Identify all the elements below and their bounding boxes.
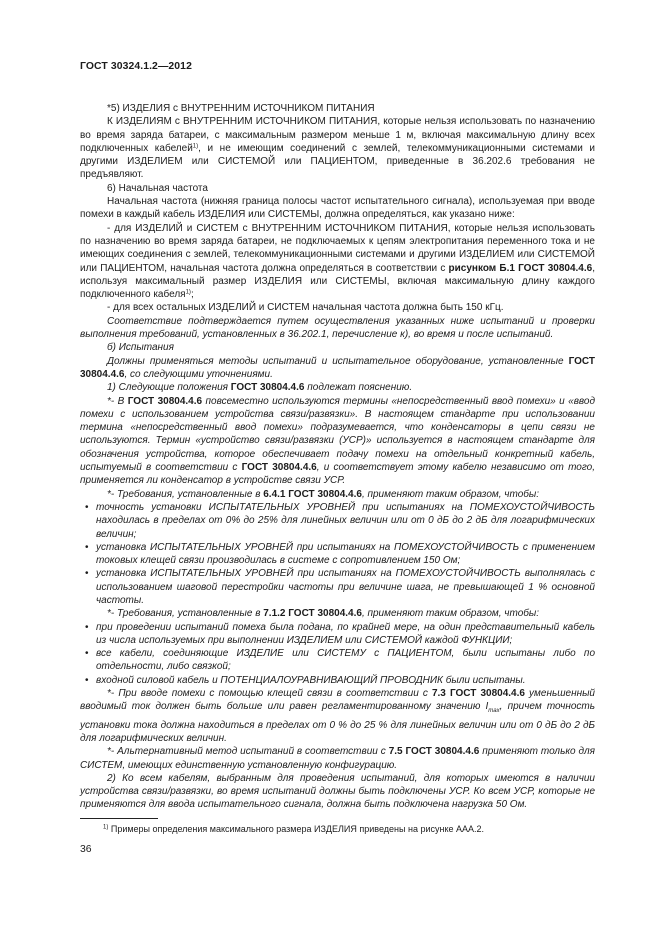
bullet: • — [85, 501, 89, 513]
list-item: • точность установки ИСПЫТАТЕЛЬНЫХ УРОВНЕЙ при испытаниях на ПОМЕХОУСТОЙЧИВОСТЬ находилась в пределах от 0% до 25% для линейных величин или от 0 дБ до 2 дБ для логарифмических величин; — [85, 501, 595, 540]
footnote-mark: 1) — [103, 824, 109, 831]
section-title-tests: б) Испытания — [107, 342, 174, 354]
section-title-start-frequency: 6) Начальная частота — [107, 182, 208, 194]
paragraph-terms: *- В ГОСТ 30804.4.6 повсеместно используются термины «непосредственный ввод помехи» и «ввод помехи с использованием устройства связи/развязки». В настоящем стандарте при использовании термина «непосредственный ввод помехи» подразумевается, что конденсаторы в цепи связи не используются. Термин «устройство связи/развязки (УСР)» используется в настоящем стандарте для обозначения устройства, которое обеспечивает подачу помехи на отдельный конкретный кабель, испытуемый в соответствии с ГОСТ 30804.4.6, и соответствует этому кабелю независимо от того, применяется ли конденсатор в устройстве связи УСР. — [80, 395, 596, 487]
paragraph-clamp-injection: *- При вводе помехи с помощью клещей связи в соответствии с 7.3 ГОСТ 30804.4.6 уменьшенный вводимый ток должен быть больше или равен регламентированному значению $I_{max}$, причем точность установки тока должна находиться в пределах от 0 % до 25 % для линейных величин или от 0 дБ до 2 дБ для логарифмических величин. — [80, 688, 595, 744]
ref-figure-b1: рисунком Б.1 ГОСТ 30804.4.6 — [448, 262, 593, 274]
bullet: • — [85, 674, 89, 686]
list-item: • входной силовой кабель и ПОТЕНЦИАЛОУРАВНИВАЮЩИЙ ПРОВОДНИК были испытаны. — [85, 674, 526, 686]
paragraph-test-methods: Должны применяться методы испытаний и испытательное оборудование, установленные ГОСТ 30804.4.6, со следующими уточнениями. — [80, 355, 595, 380]
ref-clause-712: 7.1.2 ГОСТ 30804.4.6 — [263, 608, 362, 620]
paragraph-req-712: *- Требования, установленные в 7.1.2 ГОСТ 30804.4.6, применяют таким образом, чтобы: — [107, 608, 540, 620]
ref-clause-73: 7.3 ГОСТ 30804.4.6 — [431, 688, 525, 700]
paragraph-clarifications: 1) Следующие положения ГОСТ 30804.4.6 подлежат пояснению. — [107, 382, 413, 394]
paragraph-req-641: *- Требования, установленные в 6.4.1 ГОСТ 30804.4.6, применяют таким образом, чтобы: — [107, 488, 540, 500]
list-item: • установка ИСПЫТАТЕЛЬНЫХ УРОВНЕЙ при испытаниях на ПОМЕХОУСТОЙЧИВОСТЬ с применением токовых клещей связи производилась в системе с сопротивлением 150 Ом; — [85, 541, 595, 567]
footnote-separator — [80, 818, 158, 819]
ref-standard: ГОСТ 30804.4.6 — [241, 462, 317, 474]
footnote — [103, 823, 598, 835]
section-title-internal-power: *5) ИЗДЕЛИЯ с ВНУТРЕННИМ ИСТОЧНИКОМ ПИТАНИЯ — [107, 103, 375, 114]
paragraph-cdn-load: 2) Ко всем кабелям, выбранным для проведения испытаний, для которых имеются в наличии устройства связи/развязки, во время испытаний должны быть подключены УСР. Ко всем УСР, которые не применяются для ввода испытательного сигнала, должна быть подключена нагрузка 50 Ом. — [80, 772, 595, 811]
document-body — [80, 102, 595, 812]
ref-standard: ГОСТ 30804.4.6 — [230, 382, 305, 394]
list-item: • установка ИСПЫТАТЕЛЬНЫХ УРОВНЕЙ при испытаниях на ПОМЕХОУСТОЙЧИВОСТЬ выполнялась с использованием шаговой перестройки частоты при величине шага, не превышающей 1 % основной частоты. — [85, 568, 595, 606]
paragraph-internal-power: К ИЗДЕЛИЯМ с ВНУТРЕННИМ ИСТОЧНИКОМ ПИТАНИЯ, которые нельзя использовать по назначению во время заряда батареи, с максимальным размером меньше 1 м, включая максимальную длину всех подключенных кабелей$^{1)}$, и не имеющим соединений с землей, телекоммуникационными системами и другими ИЗДЕЛИЕМ или СИСТЕМОЙ или ПАЦИЕНТОМ, приведенные в 36.202.6 требования не предъявляют. — [80, 116, 595, 181]
footnote-reference: 1) — [192, 143, 199, 150]
paragraph-alternative-method: *- Альтернативный метод испытаний в соответствии с 7.5 ГОСТ 30804.4.6 применяют только для СИСТЕМ, имеющих единственную установленную конфигурацию. — [80, 746, 596, 771]
page-number: 36 — [80, 844, 92, 855]
ref-standard: ГОСТ 30804.4.6 — [80, 355, 595, 380]
footnote-text: Примеры определения максимального размера ИЗДЕЛИЯ приведены на рисунке AAA.2. — [110, 824, 485, 834]
ref-clause-75: 7.5 ГОСТ 30804.4.6 — [388, 746, 480, 758]
paragraph-start-frequency: Начальная частота (нижняя граница полосы частот испытательного сигнала), используемая при вводе помехи в каждый кабель ИЗДЕЛИЯ или СИСТЕМЫ, должна определяться, как указано ниже: — [80, 196, 595, 221]
paragraph-other-devices: - для всех остальных ИЗДЕЛИЙ и СИСТЕМ начальная частота должна быть 150 кГц. — [107, 302, 504, 314]
ref-standard: ГОСТ 30804.4.6 — [127, 395, 203, 407]
list-req-641 — [80, 501, 595, 607]
list-item: • все кабели, соединяющие ИЗДЕЛИЕ или СИСТЕМУ с ПАЦИЕНТОМ, были испытаны либо по отдельности, либо связкой; — [85, 648, 595, 673]
paragraph-compliance: Соответствие подтверждается путем осуществления указанных ниже испытаний и проверки выполнения требований, установленных в 36.202.1, перечисление к), во время и после испытаний. — [80, 315, 595, 341]
bullet: • — [85, 648, 89, 660]
bullet: • — [85, 621, 89, 633]
list-req-712 — [80, 621, 595, 687]
paragraph-internal-power-devices: - для ИЗДЕЛИЙ и СИСТЕМ с ВНУТРЕННИМ ИСТОЧНИКОМ ПИТАНИЯ, которые нельзя использовать по назначению во время заряда батареи, не подключаемых к цепям электропитания переменного тока и не имеющих соединения с землей, телекоммуникационными системами и другими ИЗДЕЛИЕМ или СИСТЕМОЙ или ПАЦИЕНТОМ, начальная частота должна определяться в соответствии с рисунком Б.1 ГОСТ 30804.4.6, используя максимальный размер ИЗДЕЛИЯ или СИСТЕМЫ, включая максимальную длину каждого подключенного кабеля$^{1)}$; — [80, 222, 595, 301]
list-item: • при проведении испытаний помеха была подана, по крайней мере, на один представительный кабель из числа используемых при выполнении ИЗДЕЛИЕМ или СИСТЕМОЙ каждой ФУНКЦИИ; — [85, 621, 595, 646]
bullet: • — [85, 541, 89, 553]
symbol-i-max: $I_{max}$ — [485, 701, 500, 715]
page-header: ГОСТ 30324.1.2—2012 — [80, 61, 192, 72]
footnote-reference: 1) — [185, 289, 191, 296]
ref-clause-641: 6.4.1 ГОСТ 30804.4.6 — [263, 488, 362, 500]
bullet: • — [85, 568, 89, 580]
